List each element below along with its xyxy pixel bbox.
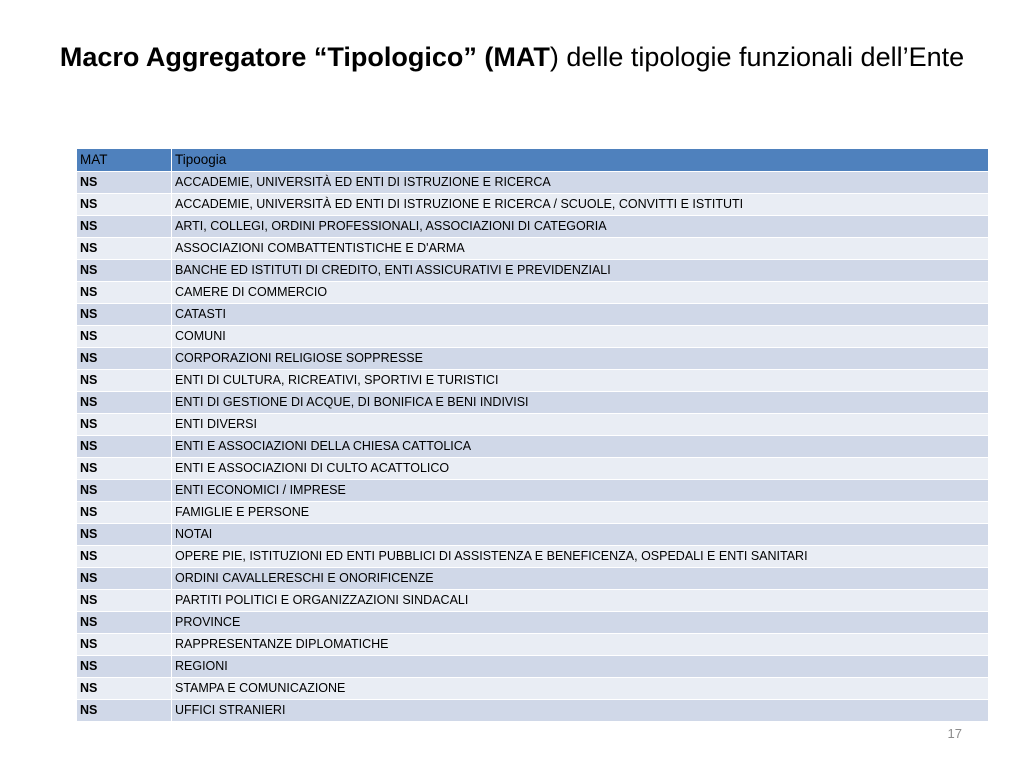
title-mat: MAT	[493, 42, 550, 72]
tipologia-cell: ENTI E ASSOCIAZIONI DELLA CHIESA CATTOLICA	[172, 436, 989, 458]
table-row	[77, 304, 989, 326]
tipologia-cell: ACCADEMIE, UNIVERSITÀ ED ENTI DI ISTRUZIONE E RICERCA / SCUOLE, CONVITTI E ISTITUTI	[172, 194, 989, 216]
mat-code-cell: NS	[77, 326, 172, 348]
mat-code-cell: NS	[77, 216, 172, 238]
tipologia-cell: STAMPA E COMUNICAZIONE	[172, 678, 989, 700]
tipologia-cell: ARTI, COLLEGI, ORDINI PROFESSIONALI, ASSOCIAZIONI DI CATEGORIA	[172, 216, 989, 238]
tipologia-cell: OPERE PIE, ISTITUZIONI ED ENTI PUBBLICI DI ASSISTENZA E BENEFICENZA, OSPEDALI E ENTI SANITARI	[172, 546, 989, 568]
tipologia-cell: ENTI DIVERSI	[172, 414, 989, 436]
tipologia-cell: RAPPRESENTANZE DIPLOMATICHE	[172, 634, 989, 656]
mat-code-cell: NS	[77, 392, 172, 414]
header-tipologia: Tipoogia	[172, 149, 989, 172]
mat-code-cell: NS	[77, 502, 172, 524]
tipologia-cell: ENTI E ASSOCIAZIONI DI CULTO ACATTOLICO	[172, 458, 989, 480]
table-row	[77, 568, 989, 590]
mat-code-cell: NS	[77, 458, 172, 480]
table-row	[77, 656, 989, 678]
title-part2: ) delle tipologie funzionali dell’Ente	[549, 42, 965, 72]
tipologia-cell: ACCADEMIE, UNIVERSITÀ ED ENTI DI ISTRUZIONE E RICERCA	[172, 172, 989, 194]
tipologia-cell: NOTAI	[172, 524, 989, 546]
table-row	[77, 238, 989, 260]
mat-code-cell: NS	[77, 678, 172, 700]
slide-title	[40, 38, 984, 76]
tipologia-cell: CATASTI	[172, 304, 989, 326]
mat-code-cell: NS	[77, 700, 172, 722]
tipologia-cell: CAMERE DI COMMERCIO	[172, 282, 989, 304]
tipologia-cell: ASSOCIAZIONI COMBATTENTISTICHE E D'ARMA	[172, 238, 989, 260]
table-row	[77, 700, 989, 722]
tipologia-cell: PARTITI POLITICI E ORGANIZZAZIONI SINDACALI	[172, 590, 989, 612]
table-row	[77, 194, 989, 216]
table-row	[77, 414, 989, 436]
mat-code-cell: NS	[77, 238, 172, 260]
tipologia-cell: REGIONI	[172, 656, 989, 678]
tipologia-cell: ENTI DI CULTURA, RICREATIVI, SPORTIVI E TURISTICI	[172, 370, 989, 392]
tipologia-cell: FAMIGLIE E PERSONE	[172, 502, 989, 524]
table-row	[77, 502, 989, 524]
table-row	[77, 392, 989, 414]
mat-code-cell: NS	[77, 260, 172, 282]
mat-code-cell: NS	[77, 524, 172, 546]
table-row	[77, 546, 989, 568]
mat-code-cell: NS	[77, 370, 172, 392]
tipologia-cell: ENTI ECONOMICI / IMPRESE	[172, 480, 989, 502]
table-row	[77, 524, 989, 546]
table-row	[77, 260, 989, 282]
table-body	[77, 172, 989, 722]
title-part1: Macro Aggregatore “Tipologico” (	[59, 42, 494, 72]
mat-code-cell: NS	[77, 414, 172, 436]
table-row	[77, 480, 989, 502]
tipologia-cell: ORDINI CAVALLERESCHI E ONORIFICENZE	[172, 568, 989, 590]
page-number: 17	[947, 726, 962, 741]
mat-code-cell: NS	[77, 546, 172, 568]
table-row	[77, 590, 989, 612]
table-row	[77, 326, 989, 348]
header-row	[77, 149, 989, 172]
mat-code-cell: NS	[77, 172, 172, 194]
header-mat: MAT	[77, 149, 172, 172]
table-row	[77, 172, 989, 194]
table-header	[77, 149, 989, 172]
tipologia-cell: PROVINCE	[172, 612, 989, 634]
tipologia-cell: ENTI DI GESTIONE DI ACQUE, DI BONIFICA E BENI INDIVISI	[172, 392, 989, 414]
mat-table	[76, 148, 989, 722]
table-row	[77, 436, 989, 458]
mat-code-cell: NS	[77, 348, 172, 370]
mat-code-cell: NS	[77, 568, 172, 590]
tipologia-cell: BANCHE ED ISTITUTI DI CREDITO, ENTI ASSICURATIVI E PREVIDENZIALI	[172, 260, 989, 282]
tipologia-cell: CORPORAZIONI RELIGIOSE SOPPRESSE	[172, 348, 989, 370]
mat-code-cell: NS	[77, 480, 172, 502]
mat-code-cell: NS	[77, 656, 172, 678]
table-row	[77, 370, 989, 392]
table-row	[77, 458, 989, 480]
mat-code-cell: NS	[77, 634, 172, 656]
mat-code-cell: NS	[77, 436, 172, 458]
table-row	[77, 282, 989, 304]
table-row	[77, 634, 989, 656]
mat-code-cell: NS	[77, 282, 172, 304]
table-row	[77, 612, 989, 634]
mat-code-cell: NS	[77, 612, 172, 634]
mat-code-cell: NS	[77, 194, 172, 216]
tipologia-cell: UFFICI STRANIERI	[172, 700, 989, 722]
table-row	[77, 678, 989, 700]
mat-code-cell: NS	[77, 304, 172, 326]
mat-code-cell: NS	[77, 590, 172, 612]
table-row	[77, 216, 989, 238]
table-row	[77, 348, 989, 370]
tipologia-cell: COMUNI	[172, 326, 989, 348]
